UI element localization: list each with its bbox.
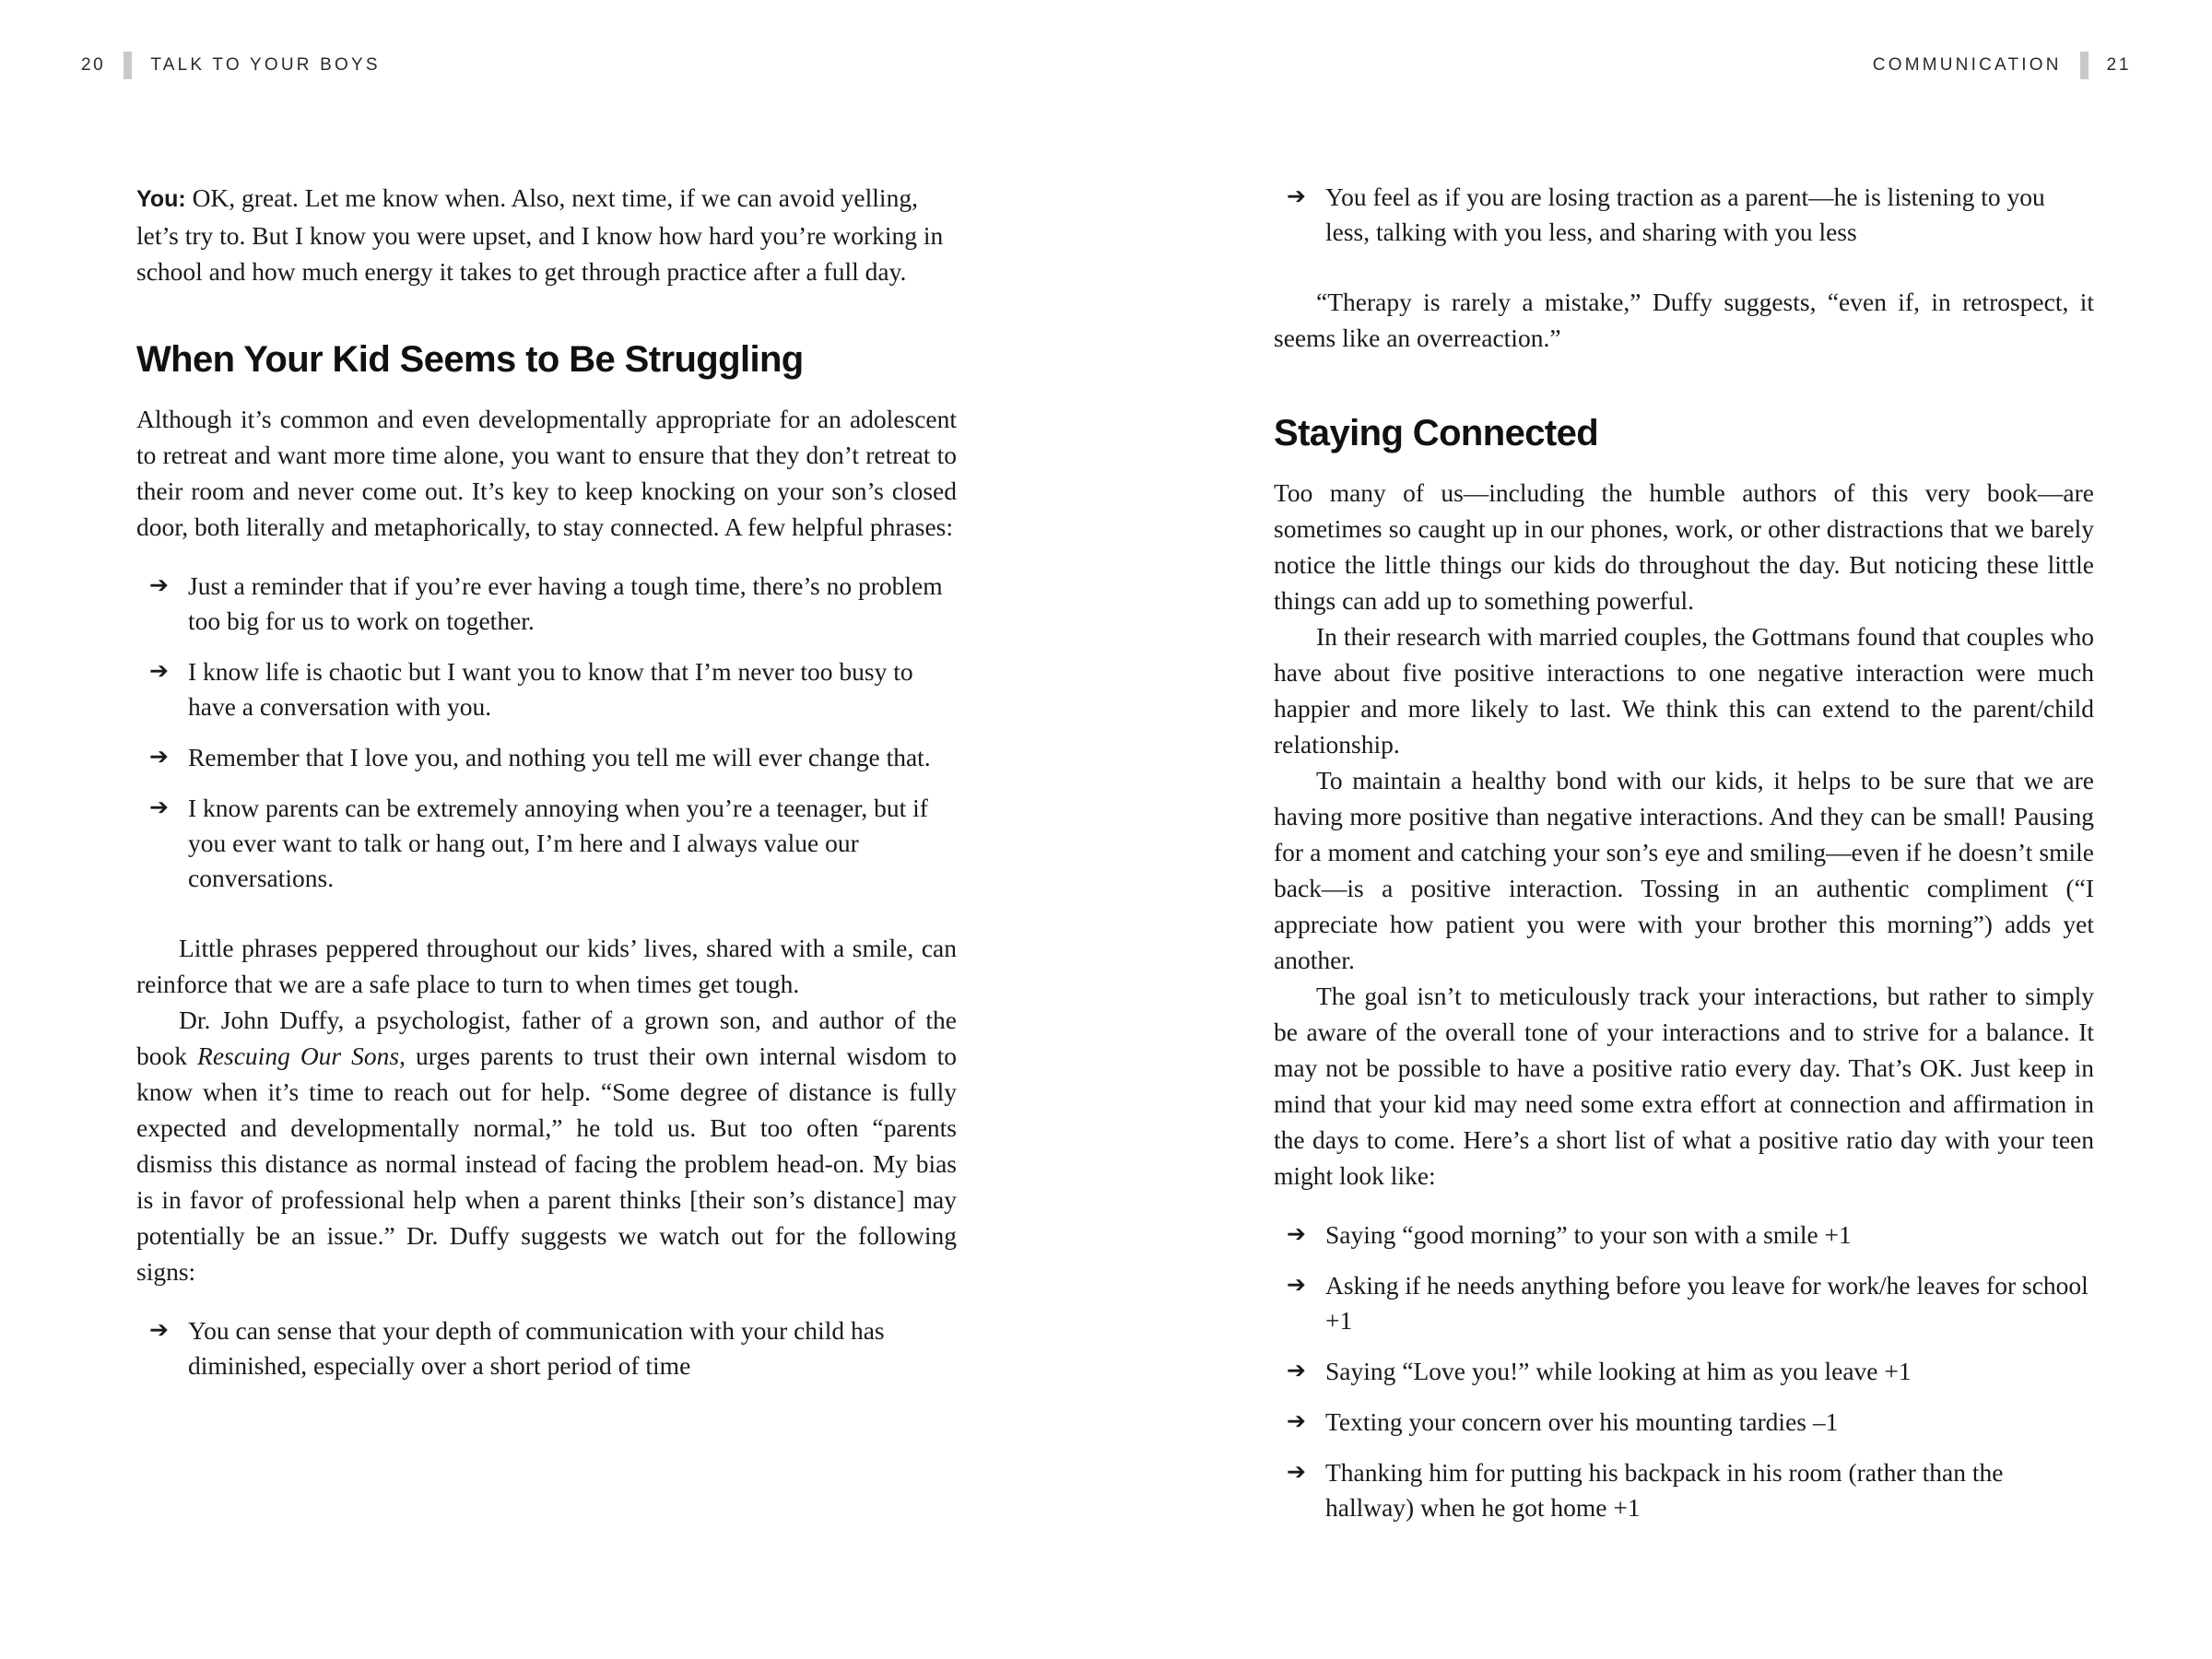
list-item bbox=[136, 740, 957, 775]
paragraph-duffy bbox=[136, 1002, 957, 1289]
folio-left: 20 bbox=[81, 55, 106, 75]
section-heading-staying-connected: Staying Connected bbox=[1274, 413, 1599, 453]
paragraph-staying-connected-1: Too many of us—including the humble authors of this very book—are sometimes so caught up in our phones, work, or other distractions that we barely notice the little things our kids do throughout the day. But noticing these little things can add up to something powerful. bbox=[1274, 478, 2094, 615]
paragraph-staying-connected-2: In their research with married couples, the Gottmans found that couples who have about five positive interactions to one negative interaction were much happier and more likely to last. We think this can extend to the parent/child relationship. bbox=[1274, 622, 2094, 759]
folio-right: 21 bbox=[2106, 55, 2131, 75]
list-item-text: Saying “good morning” to your son with a smile +1 bbox=[1325, 1220, 1852, 1249]
arrow-bullet-icon: ➔ bbox=[1287, 1460, 1306, 1485]
list-item-text: Texting your concern over his mounting tardies –1 bbox=[1325, 1407, 1839, 1436]
arrow-bullet-icon: ➔ bbox=[1287, 1409, 1306, 1434]
running-head-left bbox=[81, 52, 381, 79]
helpful-phrases-list bbox=[136, 569, 957, 896]
warning-signs-list-continued bbox=[1274, 180, 2094, 250]
list-item-text: Asking if he needs anything before you leave for work/he leaves for school +1 bbox=[1325, 1271, 2088, 1335]
duffy-text-before-title: Dr. John Duffy, a psychologist, father of a grown son, and author of the book bbox=[136, 1006, 957, 1070]
list-item bbox=[1274, 1455, 2094, 1525]
list-item bbox=[136, 654, 957, 724]
list-item bbox=[1274, 180, 2094, 250]
arrow-bullet-icon: ➔ bbox=[149, 1318, 169, 1343]
arrow-bullet-icon: ➔ bbox=[149, 573, 169, 598]
positive-ratio-list bbox=[1274, 1218, 2094, 1525]
running-head-title-right: COMMUNICATION bbox=[1872, 55, 2062, 75]
paragraph-little-phrases: Little phrases peppered throughout our kids’ lives, shared with a smile, can reinforce that we are a safe place to turn to when times get tough. bbox=[136, 934, 957, 998]
list-item-text: You can sense that your depth of communication with your child has diminished, especially over a short period of time bbox=[188, 1316, 885, 1380]
paragraph-therapy-quote: “Therapy is rarely a mistake,” Duffy suggests, “even if, in retrospect, it seems like an overreaction.” bbox=[1274, 288, 2094, 352]
running-head-rule-left bbox=[124, 52, 132, 79]
arrow-bullet-icon: ➔ bbox=[1287, 184, 1306, 209]
arrow-bullet-icon: ➔ bbox=[149, 745, 169, 770]
book-title-italic: Rescuing Our Sons bbox=[197, 1041, 400, 1070]
dialogue-speaker: You: bbox=[136, 186, 186, 212]
list-item-text: Just a reminder that if you’re ever having a tough time, there’s no problem too big for us to work on together. bbox=[188, 571, 943, 635]
list-item bbox=[136, 791, 957, 896]
list-item bbox=[136, 1313, 957, 1383]
list-item bbox=[1274, 1405, 2094, 1440]
dialogue-block bbox=[136, 180, 957, 289]
list-item bbox=[1274, 1354, 2094, 1389]
running-head-title-left: TALK TO YOUR BOYS bbox=[150, 55, 381, 75]
paragraph-staying-connected-4: The goal isn’t to meticulously track your interactions, but rather to simply be aware of the overall tone of your interactions and to strive for a balance. It may not be possible to have a positive ratio every day. That’s OK. Just keep in mind that your kid may need some extra effort at connection and affirmation in the days to come. Here’s a short list of what a positive ratio day with your teen might look like: bbox=[1274, 982, 2094, 1190]
list-item-text: I know life is chaotic but I want you to know that I’m never too busy to have a conversation with you. bbox=[188, 657, 913, 721]
list-item-text: I know parents can be extremely annoying when you’re a teenager, but if you ever want to talk or hang out, I’m here and I always value our conversations. bbox=[188, 794, 928, 892]
list-item bbox=[1274, 1268, 2094, 1338]
list-item-text: Saying “Love you!” while looking at him as you leave +1 bbox=[1325, 1357, 1912, 1385]
spacer bbox=[1274, 265, 2094, 284]
arrow-bullet-icon: ➔ bbox=[149, 795, 169, 820]
list-item bbox=[136, 569, 957, 639]
list-item-text: You feel as if you are losing traction as a parent—he is listening to you less, talking with you less, and sharing with you less bbox=[1325, 182, 2045, 246]
paragraph-struggling-intro: Although it’s common and even developmentally appropriate for an adolescent to retreat and want more time alone, you want to ensure that they don’t retreat to their room and never come out. It’s key to keep knocking on your son’s closed door, both literally and metaphorically, to stay connected. A few helpful phrases: bbox=[136, 405, 957, 541]
running-head-rule-right bbox=[2080, 52, 2088, 79]
right-page-column bbox=[1274, 180, 2094, 1541]
list-item-text: Thanking him for putting his backpack in his room (rather than the hallway) when he got home +1 bbox=[1325, 1458, 2004, 1522]
duffy-text-after-title: , urges parents to trust their own internal wisdom to know when it’s time to reach out for help. “Some degree of distance is fully expected and developmentally normal,” he told us. But too often “parents dismiss this distance as normal instead of facing the problem head-on. My bias is in favor of professional help when a parent thinks [their son’s distance] may potentially be an issue.” Dr. Duffy suggests we watch out for the following signs: bbox=[136, 1041, 957, 1286]
running-head-right bbox=[1873, 52, 2131, 79]
warning-signs-list bbox=[136, 1313, 957, 1383]
list-item bbox=[1274, 1218, 2094, 1253]
paragraph-staying-connected-3: To maintain a healthy bond with our kids, it helps to be sure that we are having more positive than negative interactions. And they can be small! Pausing for a moment and catching your son’s eye and smiling—even if he doesn’t smile back—is a positive interaction. Tossing in an authentic compliment (“I appreciate how patient you were with your brother this morning”) adds yet another. bbox=[1274, 766, 2094, 974]
arrow-bullet-icon: ➔ bbox=[1287, 1222, 1306, 1247]
list-item-text: Remember that I love you, and nothing you tell me will ever change that. bbox=[188, 743, 931, 771]
spacer bbox=[136, 912, 957, 930]
section-heading-struggling: When Your Kid Seems to Be Struggling bbox=[136, 339, 804, 380]
arrow-bullet-icon: ➔ bbox=[1287, 1359, 1306, 1383]
left-page-column bbox=[136, 180, 957, 1399]
dialogue-text: OK, great. Let me know when. Also, next time, if we can avoid yelling, let’s try to. But I know you were upset, and I know how hard you’re working in school and how much energy it takes to get through practice after a full day. bbox=[136, 183, 944, 286]
arrow-bullet-icon: ➔ bbox=[1287, 1273, 1306, 1298]
arrow-bullet-icon: ➔ bbox=[149, 659, 169, 684]
